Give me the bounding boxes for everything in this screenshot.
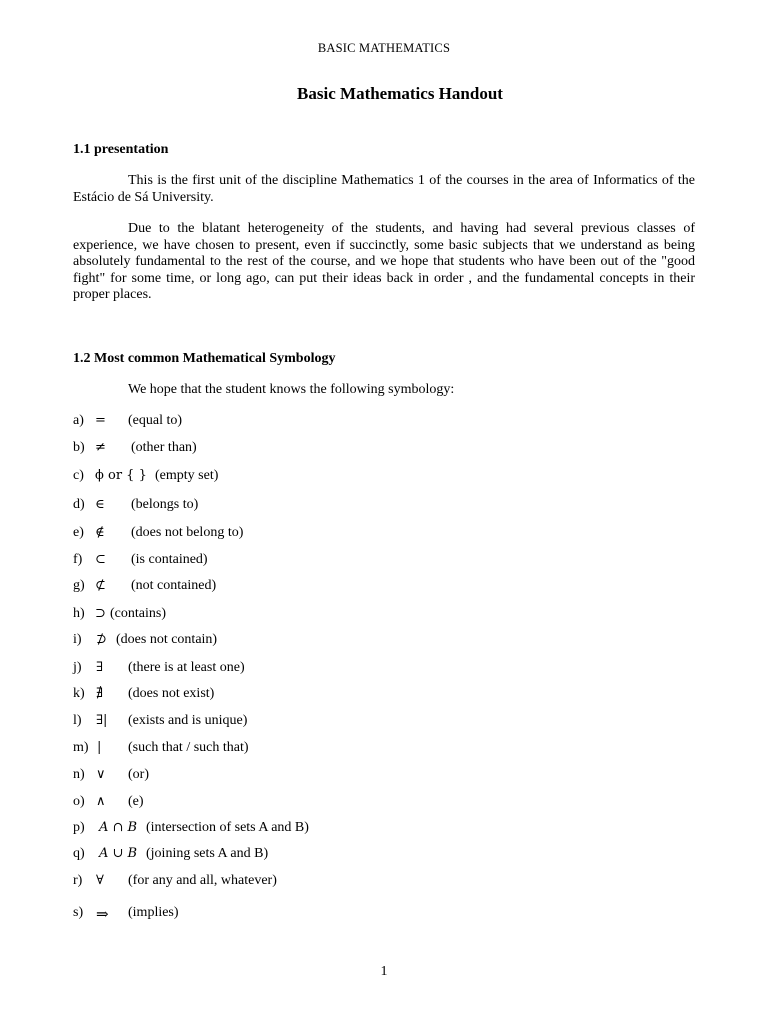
item-letter: k) [73,686,85,701]
item-description: (implies) [128,905,179,920]
item-description: (intersection of sets A and B) [146,820,309,835]
symbol-not-equal: ≠ [95,440,106,455]
item-description: (not contained) [131,578,217,593]
item-letter: s) [73,905,84,920]
item-description: (equal to) [128,413,183,428]
running-header: BASIC MATHEMATICS [317,41,451,55]
item-letter: b) [73,440,85,455]
symbol-superset: ⊃ [95,606,106,621]
item-description: (or) [128,767,149,782]
item-description: (for any and all, whatever) [128,873,277,888]
symbol-not-exists: ∄ [96,686,104,701]
item-letter: m) [73,740,89,755]
item-description: (joining sets A and B) [146,846,269,861]
item-letter: j) [73,660,82,675]
symbol-not-subset: ⊄ [95,578,106,593]
paragraph-presentation-1: This is the first unit of the discipline Mathematics 1 of the courses in the area of Informatics of the Estácio de Sá University. [73,173,695,205]
symbol-exists-unique: ∃| [96,713,108,728]
item-description: (is contained) [131,552,208,567]
document-title: Basic Mathematics Handout [297,84,503,103]
item-letter: c) [73,468,84,483]
item-description: (belongs to) [131,497,199,512]
symbol-empty-set: ϕ or { } [95,468,147,483]
symbol-equal: = [95,413,106,428]
item-letter: f) [73,552,83,567]
symbol-and: ∧ [96,794,106,809]
item-letter: p) [73,820,85,835]
item-description: (empty set) [155,468,219,483]
page-number: 1 [380,964,388,979]
item-letter: o) [73,794,85,809]
symbology-intro: We hope that the student knows the following symbology: [128,382,455,397]
item-letter: g) [73,578,85,593]
item-letter: d) [73,497,85,512]
item-description: (does not contain) [116,632,218,647]
symbol-list [73,0,713,1024]
symbol-not-belongs-to: ∉ [95,525,105,540]
symbol-exists: ∃ [96,660,104,675]
item-description: (other than) [131,440,197,455]
symbol-belongs-to: ∈ [95,497,105,512]
item-description: (does not belong to) [131,525,244,540]
paragraph-presentation-2: Due to the blatant heterogeneity of the students, and having had several previous classes of experience, we have chosen to present, even if succinctly, some basic subjects that we understand as being absolutely fundamental to the rest of the course, and we hope that students who have been out of the "good fight" for some time, or long ago, can put their ideas back in order , and the fundamental concepts in their proper places. [73,221,695,302]
item-letter: a) [73,413,84,428]
symbol-or: ∨ [96,767,106,782]
symbol-subset: ⊂ [95,552,106,567]
item-description: (such that / such that) [128,740,249,755]
item-letter: h) [73,606,85,621]
section-heading-presentation: 1.1 presentation [73,142,169,157]
symbol-such-that: | [97,740,102,755]
symbol-for-all: ∀ [96,873,104,888]
item-description: (does not exist) [128,686,215,701]
item-letter: r) [73,873,83,888]
symbol-intersection: A ∩ B [99,820,138,835]
item-description: (exists and is unique) [128,713,248,728]
symbol-implies: ⇒ [96,905,109,923]
item-letter: n) [73,767,85,782]
section-heading-symbology: 1.2 Most common Mathematical Symbology [73,351,336,366]
item-description: (contains) [110,606,166,621]
item-description: (e) [128,794,144,809]
symbol-union: A ∪ B [99,846,138,861]
item-description: (there is at least one) [128,660,245,675]
item-letter: i) [73,632,82,647]
symbol-not-superset: ⊅ [96,632,107,647]
item-letter: l) [73,713,82,728]
item-letter: q) [73,846,85,861]
item-letter: e) [73,525,84,540]
